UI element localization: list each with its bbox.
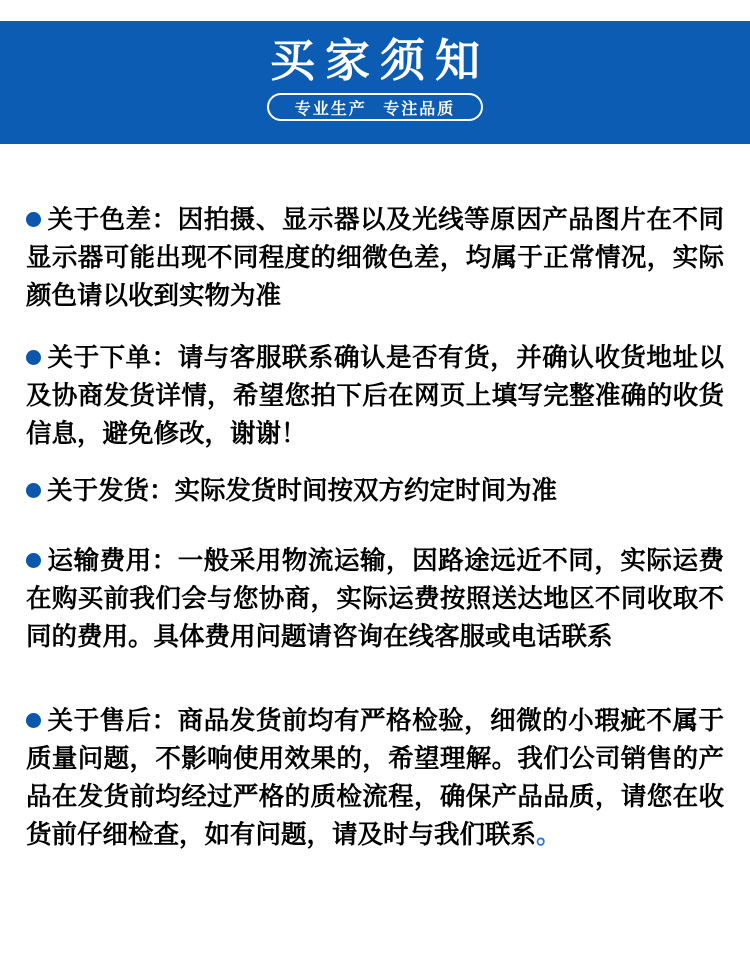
bullet-icon	[26, 553, 41, 568]
notice-text: 请与客服联系确认是否有货，并确认收货地址以及协商发货详情，希望您拍下后在网页上填写完整准确的收货信息，避免修改，谢谢！	[26, 344, 724, 448]
notice-text: 因拍摄、显示器以及光线等原因产品图片在不同显示器可能出现不同程度的细微色差，均属于正常情况，实际颜色请以收到实物为准	[26, 206, 724, 310]
notice-text: 一般采用物流运输，因路途远近不同，实际运费在购买前我们会与您协商，实际运费按照送达地区不同收取不同的费用。具体费用问题请咨询在线客服或电话联系	[26, 547, 724, 651]
header-banner	[0, 21, 750, 144]
bullet-icon	[26, 713, 41, 728]
notice-label: 运输费用：	[47, 547, 178, 575]
notice-label: 关于发货：	[47, 477, 175, 505]
notice-suffix: 。	[536, 821, 562, 849]
bullet-icon	[26, 483, 41, 498]
tagline-text: 专业生产 专注品质	[294, 100, 456, 118]
bullet-icon	[26, 350, 41, 365]
notice-item	[26, 201, 724, 315]
tagline-pill	[267, 93, 483, 121]
page-title: 买家须知	[269, 35, 490, 86]
bullet-icon	[26, 212, 41, 227]
notice-label: 关于售后：	[47, 707, 178, 735]
notice-item	[26, 472, 724, 510]
notice-text: 实际发货时间按双方约定时间为准	[174, 477, 558, 505]
notice-item	[26, 702, 724, 854]
notice-label: 关于色差：	[47, 206, 178, 234]
notice-item	[26, 542, 724, 656]
notice-label: 关于下单：	[47, 344, 178, 372]
notice-list	[0, 201, 750, 854]
buyer-notice-page	[0, 21, 750, 956]
notice-text: 商品发货前均有严格检验，细微的小瑕疵不属于质量问题，不影响使用效果的，希望理解。我们公司销售的产品在发货前均经过严格的质检流程，确保产品品质，请您在收货前仔细检查，如有问题，请及时与我们联系	[26, 707, 724, 849]
notice-item	[26, 339, 724, 453]
